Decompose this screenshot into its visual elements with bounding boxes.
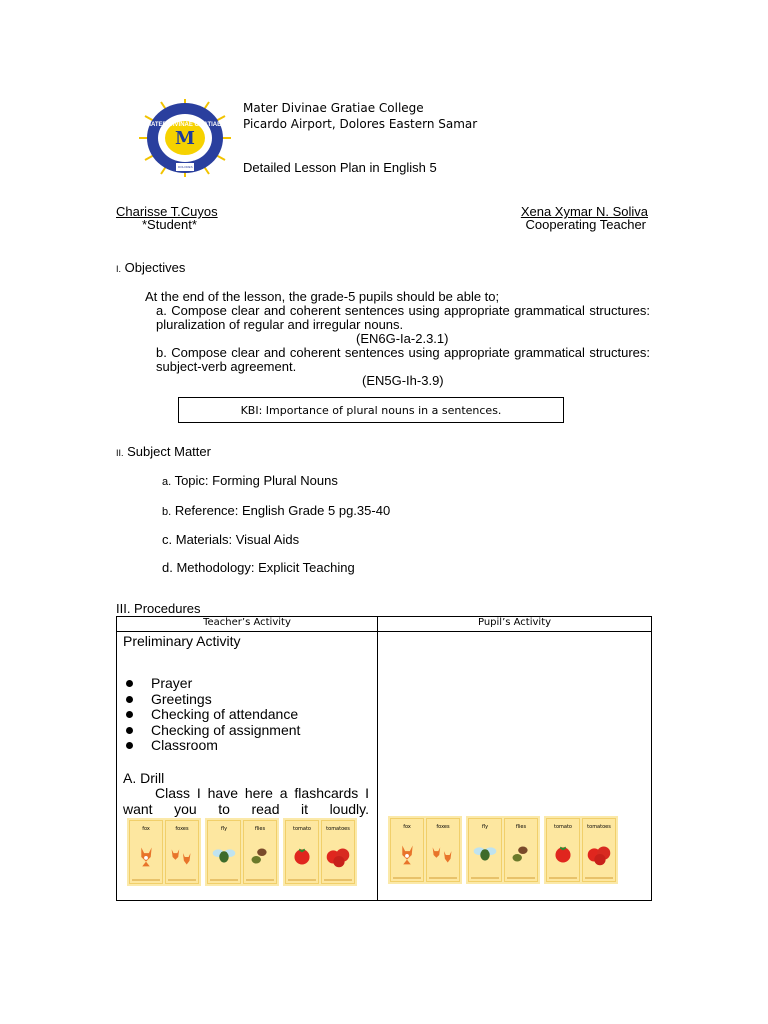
- kbi-text: KBI: Importance of plural nouns in a sentences.: [240, 403, 502, 417]
- flashcard-word: fly: [220, 826, 228, 832]
- flies-icon: [505, 841, 537, 867]
- list-item: Classroom: [123, 738, 300, 754]
- subject-item-reference: [162, 503, 390, 518]
- lesson-plan-title: Detailed Lesson Plan in English 5: [243, 160, 437, 175]
- procedures-table: [116, 616, 652, 901]
- school-address: Picardo Airport, Dolores Eastern Samar: [243, 117, 478, 131]
- card-footer: [132, 879, 160, 881]
- list-item: Checking of assignment: [123, 723, 300, 739]
- tomatoes-icon: [322, 843, 354, 869]
- flashcard-pair-fly: [205, 818, 279, 886]
- item-letter: b.: [162, 506, 172, 518]
- tomatoes-icon: [583, 841, 615, 867]
- flashcard-word: foxes: [175, 826, 189, 832]
- card-footer: [585, 877, 613, 879]
- subject-matter-number: II.: [116, 448, 124, 458]
- flashcard-pair-fly: [466, 816, 540, 884]
- teacher-role: Cooperating Teacher: [525, 217, 646, 232]
- objectives-intro: At the end of the lesson, the grade-5 pupils should be able to;: [145, 289, 500, 304]
- objective-a-line1: a. Compose clear and coherent sentences using appropriate grammatical structures:: [156, 303, 650, 318]
- flashcard-word: fox: [142, 826, 150, 832]
- flashcard: [207, 820, 241, 884]
- tomato-icon: [547, 841, 579, 867]
- flashcard: [504, 818, 538, 882]
- fox-icon: [391, 841, 423, 867]
- drill-instruction-text: Class I have here a flashcards I want you to read it loudly.: [123, 785, 369, 817]
- student-name: Charisse T.Cuyos: [116, 204, 218, 219]
- objective-b-line2: subject-verb agreement.: [156, 359, 297, 374]
- card-footer: [288, 879, 316, 881]
- flashcard-word: tomato: [554, 824, 572, 830]
- school-logo: [138, 98, 264, 178]
- flashcard: [468, 818, 502, 882]
- preliminary-list: [123, 676, 300, 754]
- flashcard-word: foxes: [436, 824, 450, 830]
- subject-item-materials: [162, 532, 299, 547]
- student-role: *Student*: [142, 217, 197, 232]
- flashcard-pair-tomato: [283, 818, 357, 886]
- list-item: Checking of attendance: [123, 707, 300, 723]
- teacher-activity-header: Teacher’s Activity: [117, 617, 378, 632]
- fly-icon: [208, 843, 240, 869]
- table-row: [117, 632, 652, 901]
- objective-a-line2: pluralization of regular and irregular nouns.: [156, 317, 404, 332]
- flashcards-teacher: [127, 818, 357, 886]
- list-item: Greetings: [123, 692, 300, 708]
- subject-item-topic: [162, 473, 338, 488]
- fly-icon: [469, 841, 501, 867]
- logo-place: DOLORES: [178, 165, 193, 169]
- flashcard: [129, 820, 163, 884]
- teacher-name: Xena Xymar N. Soliva: [520, 204, 648, 219]
- foxes-icon: [427, 841, 459, 867]
- flashcards-pupil: [388, 816, 618, 884]
- foxes-icon: [166, 843, 198, 869]
- item-letter: c.: [162, 532, 173, 547]
- flashcard: [243, 820, 277, 884]
- flashcard: [165, 820, 199, 884]
- kbi-box: [178, 397, 564, 423]
- card-footer: [471, 877, 499, 879]
- flashcard: [321, 820, 355, 884]
- flashcard: [390, 818, 424, 882]
- flashcard-word: tomato: [293, 826, 311, 832]
- drill-heading: A. Drill: [123, 770, 165, 786]
- tomato-icon: [286, 843, 318, 869]
- card-footer: [549, 877, 577, 879]
- pupil-activity-header: Pupil’s Activity: [378, 617, 652, 632]
- item-letter: d.: [162, 560, 173, 575]
- flashcard-pair-fox: [127, 818, 201, 886]
- objective-b-line1: b. Compose clear and coherent sentences using appropriate grammatical structures:: [156, 345, 650, 360]
- objective-a-code: (EN6G-Ia-2.3.1): [356, 331, 449, 346]
- flashcard: [582, 818, 616, 882]
- svg-text:M: M: [175, 128, 195, 149]
- flashcard-word: tomatoes: [326, 826, 350, 832]
- preliminary-activity-title: Preliminary Activity: [123, 633, 241, 649]
- flashcard-pair-fox: [388, 816, 462, 884]
- objective-b-code: (EN5G-Ih-3.9): [362, 373, 444, 388]
- flashcard-word: fly: [481, 824, 489, 830]
- subject-matter-title: Subject Matter: [127, 444, 211, 459]
- card-footer: [429, 877, 457, 879]
- flashcard-pair-tomato: [544, 816, 618, 884]
- pupil-activity-cell: [378, 632, 652, 901]
- flashcard: [285, 820, 319, 884]
- card-footer: [324, 879, 352, 881]
- objectives-heading: [116, 260, 185, 275]
- flashcard-word: tomatoes: [587, 824, 611, 830]
- item-text: Topic: Forming Plural Nouns: [174, 473, 338, 488]
- flies-icon: [244, 843, 276, 869]
- card-footer: [507, 877, 535, 879]
- card-footer: [393, 877, 421, 879]
- item-letter: a.: [162, 476, 172, 488]
- drill-instruction: [123, 786, 369, 817]
- subject-item-methodology: [162, 560, 355, 575]
- objectives-number: I.: [116, 264, 122, 274]
- objectives-title: Objectives: [124, 260, 186, 275]
- card-footer: [210, 879, 238, 881]
- school-name: Mater Divinae Gratiae College: [243, 101, 424, 115]
- item-text: Materials: Visual Aids: [175, 532, 300, 547]
- flashcard-word: flies: [254, 826, 266, 832]
- card-footer: [246, 879, 274, 881]
- flashcard-word: flies: [515, 824, 527, 830]
- procedures-heading: III. Procedures: [116, 601, 201, 616]
- subject-matter-heading: [116, 444, 211, 459]
- flashcard-word: fox: [403, 824, 411, 830]
- fox-icon: [130, 843, 162, 869]
- item-text: Methodology: Explicit Teaching: [176, 560, 355, 575]
- card-footer: [168, 879, 196, 881]
- list-item: Prayer: [123, 676, 300, 692]
- logo-text: MATER DIVINAE GRATIAE COLLEGE INC: [146, 122, 264, 128]
- item-text: Reference: English Grade 5 pg.35-40: [174, 503, 391, 518]
- flashcard: [546, 818, 580, 882]
- teacher-activity-cell: [117, 632, 378, 901]
- flashcard: [426, 818, 460, 882]
- table-header-row: [117, 617, 652, 632]
